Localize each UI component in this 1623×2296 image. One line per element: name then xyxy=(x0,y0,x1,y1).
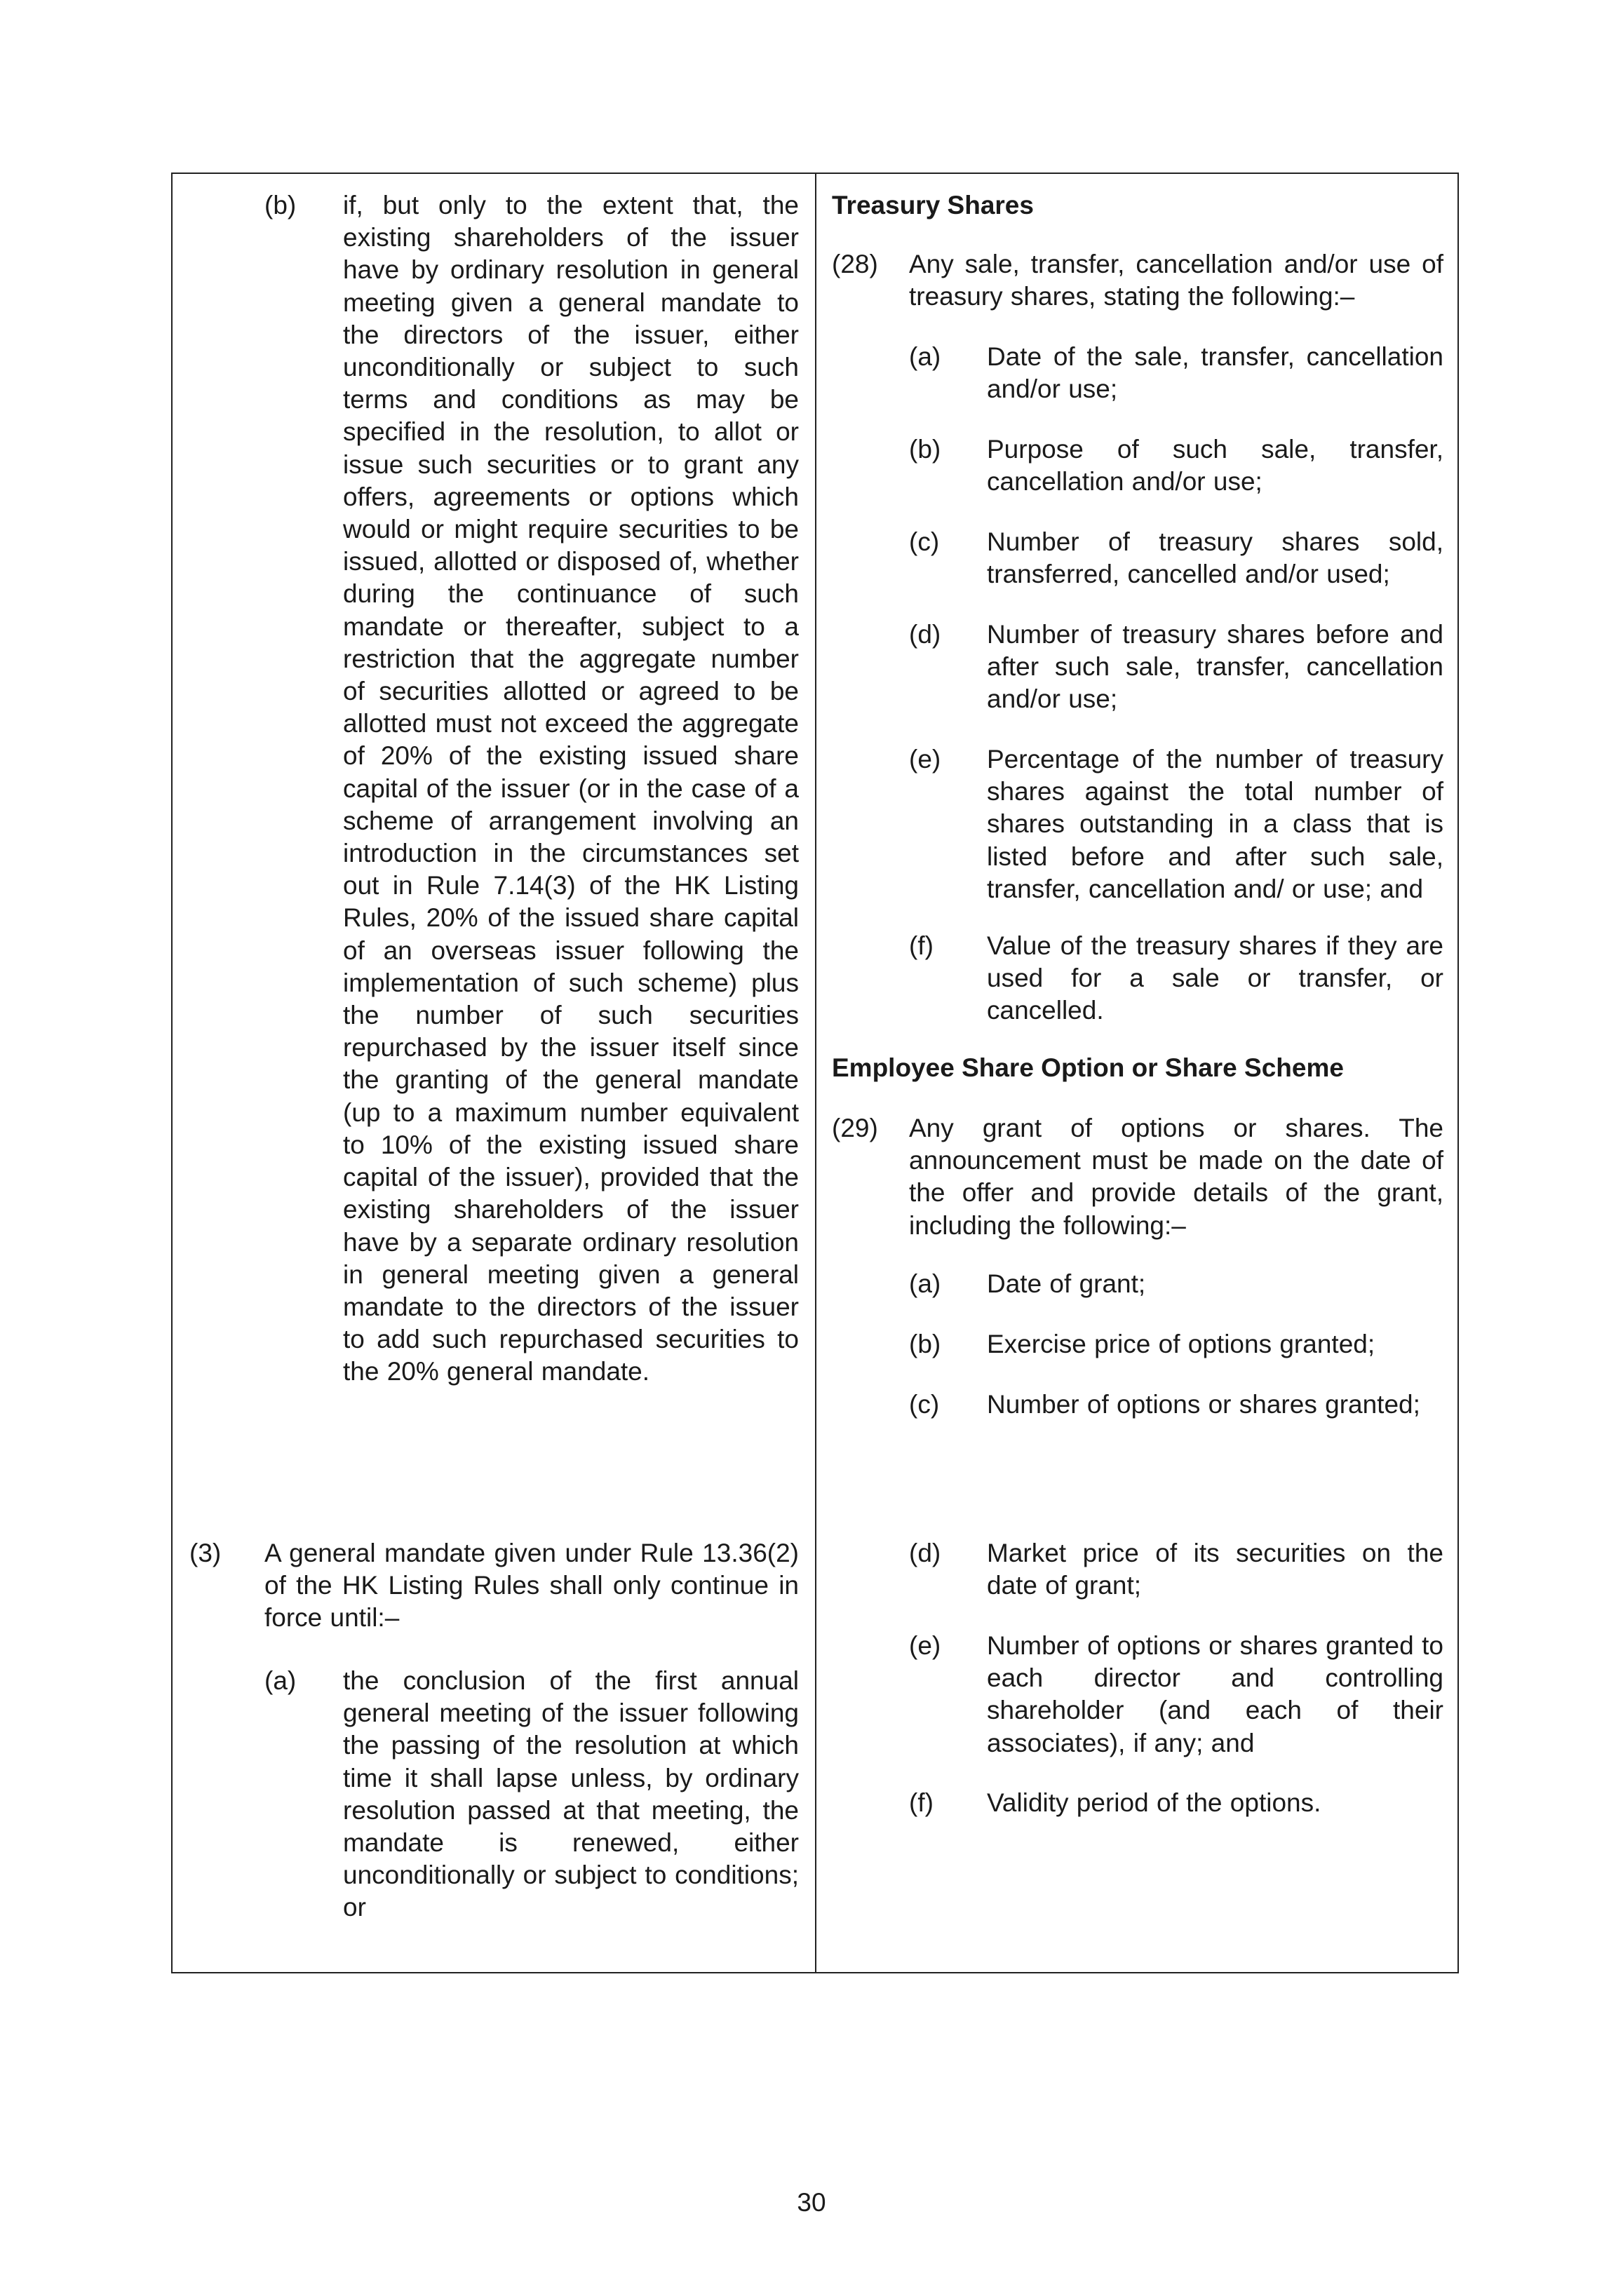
item-29e-text: Number of options or shares granted to each director and controlling shareholder (and each of their associates), if any; and xyxy=(987,1631,1443,1757)
item-29b-text: Exercise price of options granted; xyxy=(987,1330,1375,1358)
item-28f-text: Value of the treasury shares if they are used for a sale or transfer, or cancelled. xyxy=(987,931,1443,1025)
item-28b-label: (b) xyxy=(909,435,941,464)
item-29f-label: (f) xyxy=(909,1788,934,1817)
item-28a-text: Date of the sale, transfer, cancellation and/or use; xyxy=(987,342,1443,404)
treasury-shares-heading: Treasury Shares xyxy=(832,191,1034,220)
column-divider xyxy=(815,174,816,1972)
item-29-label: (29) xyxy=(832,1114,878,1142)
item-29a-text: Date of grant; xyxy=(987,1269,1146,1298)
item-29c-label: (c) xyxy=(909,1390,940,1419)
item-28e-text: Percentage of the number of treasury shares against the total number of shares outstanding in a class that is listed before and after such sale, transfer, cancellation and/ or use; and xyxy=(987,745,1443,903)
page-number: 30 xyxy=(797,2188,826,2217)
item-29c-text: Number of options or shares granted; xyxy=(987,1390,1420,1419)
item-28d-label: (d) xyxy=(909,620,941,649)
item-29f-text: Validity period of the options. xyxy=(987,1788,1321,1817)
item-28e-label: (e) xyxy=(909,745,941,774)
item-29d-text: Market price of its securities on the date of grant; xyxy=(987,1539,1443,1600)
item-28-text: Any sale, transfer, cancellation and/or use of treasury shares, stating the following:– xyxy=(909,250,1443,311)
employee-share-heading: Employee Share Option or Share Scheme xyxy=(832,1053,1344,1082)
item-3a-text: the conclusion of the first annual general meeting of the issuer following the passing of the resolution at which time it shall lapse unless, by ordinary resolution passed at that meeting, the mandate is renewed, either unconditionally or subject to conditions; or xyxy=(343,1666,799,1922)
item-29e-label: (e) xyxy=(909,1631,941,1660)
item-29b-label: (b) xyxy=(909,1330,941,1358)
item-28a-label: (a) xyxy=(909,342,941,371)
item-b-text: if, but only to the extent that, the existing shareholders of the issuer have by ordinary resolution in general meeting given a general mandate to the directors of the issuer, either unconditionally or subject to such terms and conditions as may be specified in the resolution, to allot or issue such securities or to grant any offers, agreements or options which would or might require securities to be issued, allotted or disposed of, whether during the continuance of such mandate or thereafter, subject to a restriction that the aggregate number of securities allotted or agreed to be allotted must not exceed the aggregate of 20% of the existing issued share capital of the issuer (or in the case of a scheme of arrangement involving an introduction in the circumstances set out in Rule 7.14(3) of the HK Listing Rules, 20% of the issued share capital of an overseas issuer following the implementation of such scheme) plus the number of such securities repurchased by the issuer itself since the granting of the general mandate (up to a maximum number equivalent to 10% of the existing issued share capital of the issuer), provided that the existing shareholders of the issuer have by a separate ordinary resolution in general meeting given a general mandate to the directors of the issuer to add such repurchased securities to the 20% general mandate. xyxy=(343,191,799,1386)
two-column-table xyxy=(171,173,1459,1973)
item-28d-text: Number of treasury shares before and after such sale, transfer, cancellation and/or use; xyxy=(987,620,1443,714)
item-3a-label: (a) xyxy=(264,1666,297,1695)
item-28-label: (28) xyxy=(832,250,878,278)
item-28c-text: Number of treasury shares sold, transferred, cancelled and/or used; xyxy=(987,527,1443,589)
item-28c-label: (c) xyxy=(909,527,940,556)
item-b-label: (b) xyxy=(264,191,297,220)
item-29d-label: (d) xyxy=(909,1539,941,1567)
item-29a-label: (a) xyxy=(909,1269,941,1298)
item-29-text: Any grant of options or shares. The announcement must be made on the date of the offer and provide details of the grant, including the following:– xyxy=(909,1114,1443,1240)
item-28f-label: (f) xyxy=(909,931,934,960)
item-28b-text: Purpose of such sale, transfer, cancellation and/or use; xyxy=(987,435,1443,497)
item-3-label: (3) xyxy=(189,1539,222,1567)
item-3-text: A general mandate given under Rule 13.36(2) of the HK Listing Rules shall only continue in force until:– xyxy=(264,1539,799,1633)
